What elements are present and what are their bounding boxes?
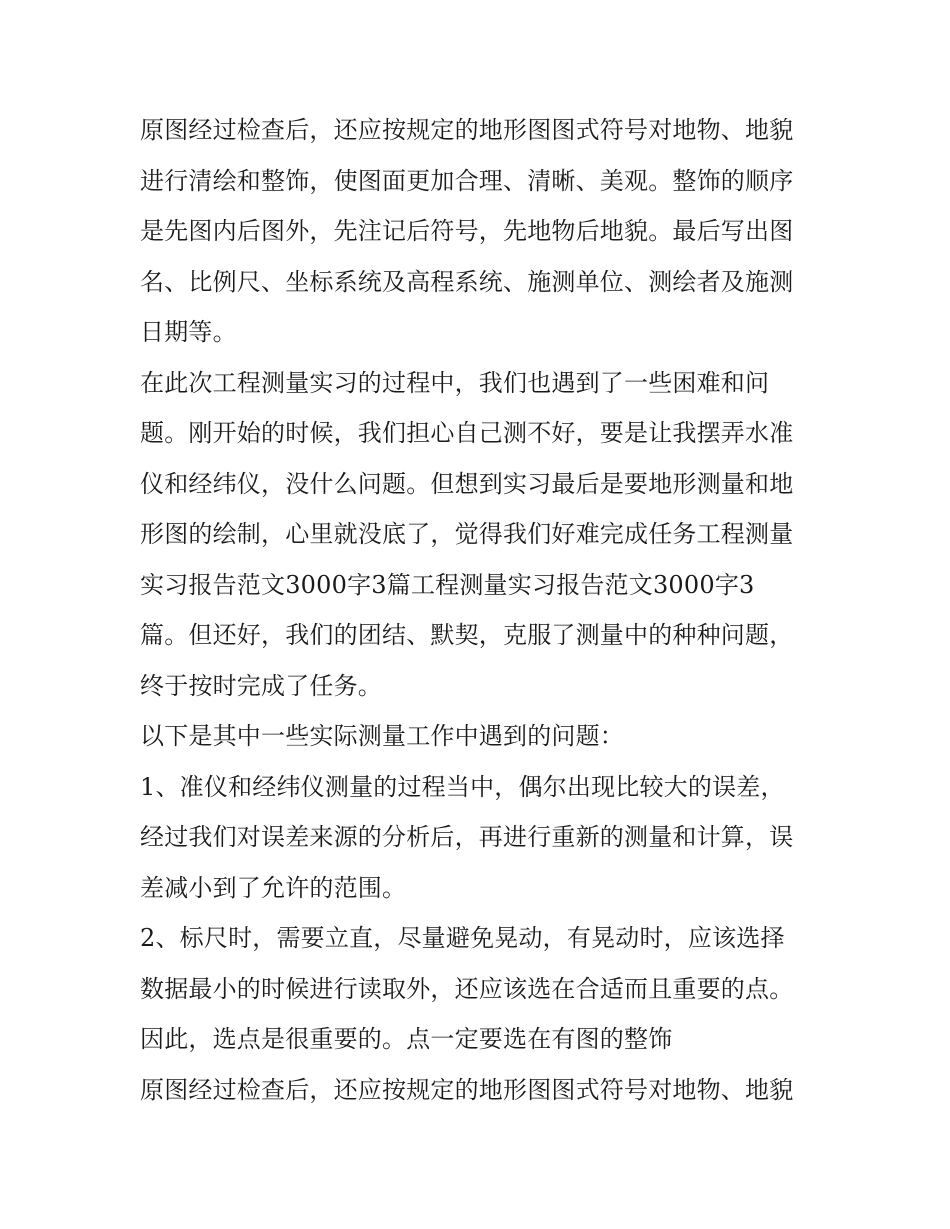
text-line: 1、准仪和经纬仪测量的过程当中，偶尔出现比较大的误差，: [140, 772, 785, 801]
text-line: 日期等。: [140, 318, 237, 346]
text-line: 终于按时完成了任务。: [140, 671, 382, 700]
text-line: 篇。但还好，我们的团结、默契，克服了测量中的种种问题，: [140, 621, 794, 649]
body-text: [140, 105, 830, 1115]
text-line: 名、比例尺、坐标系统及高程系统、施测单位、测绘者及施测: [140, 267, 794, 296]
text-line: 题。刚开始的时候，我们担心自己测不好，要是让我摆弄水准: [140, 419, 794, 447]
text-line: 在此次工程测量实习的过程中，我们也遇到了一些困难和问: [140, 368, 770, 397]
text-line: 因此，选点是很重要的。点一定要选在有图的整饰: [140, 1025, 673, 1053]
text-line: 原图经过检查后，还应按规定的地形图图式符号对地物、地貌: [140, 116, 794, 144]
text-line: 差减小到了允许的范围。: [140, 873, 407, 902]
text-line: 实习报告范文3000字3篇工程测量实习报告范文3000字3: [140, 570, 755, 599]
text-line: 原图经过检查后，还应按规定的地形图图式符号对地物、地貌: [140, 1075, 794, 1104]
text-line: 形图的绘制，心里就没底了，觉得我们好难完成任务工程测量: [140, 520, 794, 548]
text-line: 仪和经纬仪，没什么问题。但想到实习最后是要地形测量和地: [140, 469, 794, 498]
text-line: 进行清绘和整饰，使图面更加合理、清晰、美观。整饰的顺序: [140, 166, 794, 195]
text-line: 数据最小的时候进行读取外，还应该选在合适而且重要的点。: [140, 974, 794, 1003]
text-line: 经过我们对误差来源的分析后，再进行重新的测量和计算，误: [140, 823, 794, 851]
text-line: 2、标尺时，需要立直，尽量避免晃动，有晃动时，应该选择: [140, 924, 785, 952]
text-line: 以下是其中一些实际测量工作中遇到的问题：: [140, 722, 624, 750]
text-line: 是先图内后图外，先注记后符号，先地物后地貌。最后写出图: [140, 217, 794, 245]
